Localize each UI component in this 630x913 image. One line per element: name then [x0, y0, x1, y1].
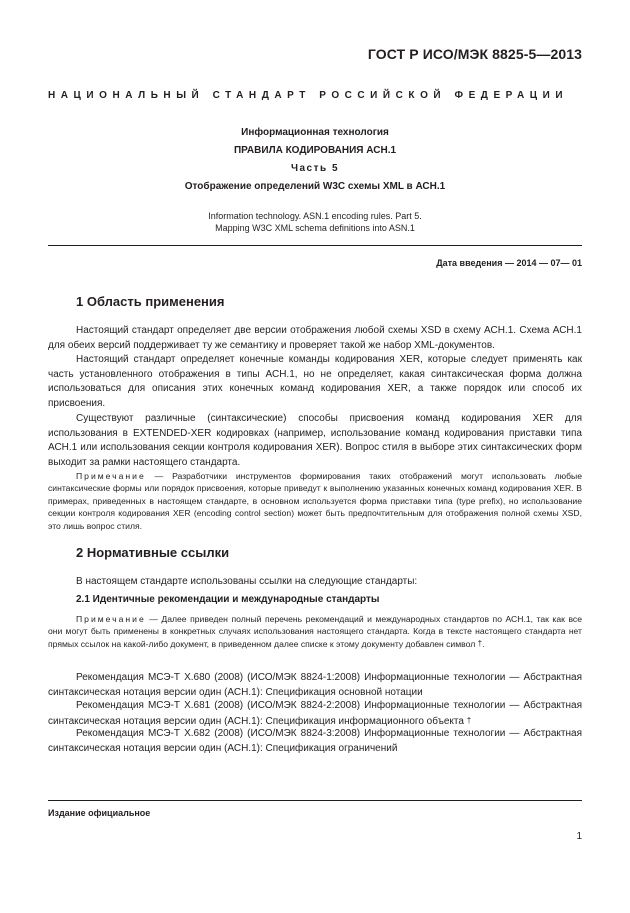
official-edition: Издание официальное	[48, 808, 151, 818]
section-1-paragraph-2: Настоящий стандарт определяет конечные команды кодирования XER, которые следует применять как часть установленного отображения в типы АСН.1, но не определяет, какая синтаксическая форма должна использоваться для описания этих конечных команд кодирования XER, а также порядок или способ их присвоения.	[48, 354, 582, 409]
section-2-heading: 2 Нормативные ссылки	[76, 545, 230, 560]
english-title-line-2: Mapping W3C XML schema definitions into ASN.1	[215, 223, 415, 233]
note-text: — Далее приведен полный перечень рекомендаций и международных стандартов по АСН.1, так как все они могут быть применены в конкретных случаях использования настоящего стандарта. Когда в тексте настоящего стандарта нет прямых ссылок на какой-либо документ, в приведенном далее списке к этому документу добавлен символ	[48, 614, 582, 649]
note-label: Примечание	[76, 614, 146, 624]
section-2-note: Примечание — Далее приведен полный перечень рекомендаций и международных стандартов по АСН.1, так как все они могут быть применены в конкретных случаях использования настоящего стандарта. Когда в тексте настоящего стандарта нет прямых ссылок на какой-либо документ, в приведенном далее списке к этому документу добавлен символ †.	[48, 614, 582, 649]
section-1-paragraph-3: Существуют различные (синтаксические) способы присвоения команд кодирования XER для использования в EXTENDED-XER кодировках (например, использование команд кодирования приставки типа АСН.1 или использования секции контроля кодирования XER). Вопрос стиля в выборе этих синтаксических форм выходит за рамки настоящего стандарта.	[48, 413, 582, 468]
note-label: Примечание	[76, 471, 146, 481]
title-part: Часть 5	[290, 163, 340, 174]
reference-x682: Рекомендация МСЭ-Т X.682 (2008) (ИСО/МЭК 8824-3:2008) Информационные технологии — Абстрактная синтаксическая нотация версии один (АСН.1): Спецификация ограничений	[48, 728, 582, 754]
standard-number: ГОСТ Р ИСО/МЭК 8825-5—2013	[367, 46, 582, 62]
section-1-heading: 1 Область применения	[76, 294, 225, 309]
reference-x681-text: Рекомендация МСЭ-Т X.681 (2008) (ИСО/МЭК 8824-2:2008) Информационные технологии — Абстрактная синтаксическая нотация версии один (АСН.1): Спецификация информационного объекта	[48, 700, 582, 727]
reference-x681	[48, 699, 582, 729]
effective-date: Дата введения — 2014 — 07— 01	[436, 258, 582, 268]
section-1-paragraph-1: Настоящий стандарт определяет две версии отображения любой схемы XSD в схему АСН.1. Схема АСН.1 для обеих версий поддерживает ту же семантику и проверяет такой же набор XML-документов.	[48, 325, 582, 351]
note-text: — Разработчики инструментов формирования таких отображений могут использовать любые синтаксические формы или порядок присвоения, которые приведут к выполнению указанных конечных команд кодирования XER. В примерах, приведенных в настоящем стандарте, в основном используется форма приставки типа (type prefix), но использование секции контроля кодирования XER (encoding control section) может быть предпочтительным для отображения полной схемы XSD, это лишь вопрос стиля.	[48, 471, 583, 531]
page-number: 1	[576, 831, 582, 842]
english-title-line-1: Information technology. ASN.1 encoding rules. Part 5.	[208, 211, 422, 221]
title-subtitle: Отображение определений W3C схемы XML в АСН.1	[184, 181, 446, 192]
footer-divider	[48, 800, 582, 801]
national-standard-heading: НАЦИОНАЛЬНЫЙ СТАНДАРТ РОССИЙСКОЙ ФЕДЕРАЦИИ	[48, 90, 569, 101]
section-2-intro: В настоящем стандарте использованы ссылки на следующие стандарты:	[76, 576, 418, 587]
dagger-symbol: †	[477, 638, 483, 648]
dagger-symbol: †	[466, 715, 472, 725]
reference-x680: Рекомендация МСЭ-Т X.680 (2008) (ИСО/МЭК 8824-1:2008) Информационные технологии — Абстрактная синтаксическая нотация версии один (АСН.1): Спецификация основной нотации	[48, 672, 582, 698]
title-divider	[48, 245, 582, 246]
title-line-1: Информационная технология	[241, 127, 389, 138]
section-2-1-heading: 2.1 Идентичные рекомендации и международные стандарты	[76, 594, 380, 605]
section-1-note	[48, 470, 582, 532]
title-line-2: ПРАВИЛА КОДИРОВАНИЯ АСН.1	[233, 145, 397, 156]
english-title	[48, 210, 582, 234]
